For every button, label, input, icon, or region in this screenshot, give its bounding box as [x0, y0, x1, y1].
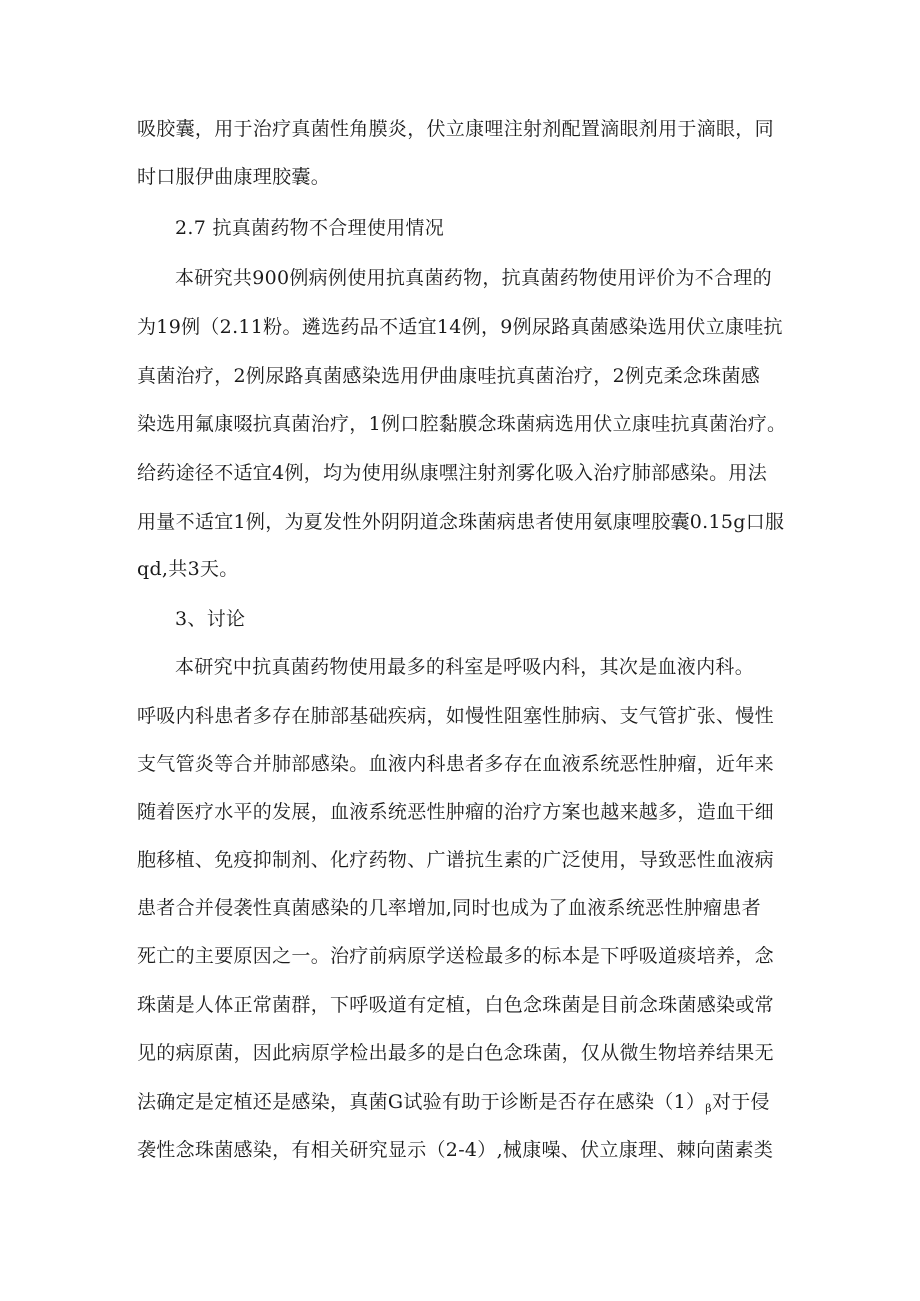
paragraph-line: qd,共3天。 — [137, 558, 239, 580]
paragraph-line: 支气管炎等合并肺部感染。血液内科患者多存在血液系统恶性肿瘤，近年来 — [137, 753, 774, 775]
paragraph-line: 为19例（2.11粉。遴选药品不适宜14例，9例尿路真菌感染选用伏立康哇抗 — [137, 316, 783, 338]
paragraph-line: 给药途径不适宜4例，均为使用纵康嘿注射剂雾化吸入治疗肺部感染。用法 — [137, 462, 767, 484]
paragraph-line: 染选用氟康啜抗真菌治疗，1例口腔黏膜念珠菌病选用伏立康哇抗真菌治疗。 — [137, 413, 787, 435]
section-heading-2-7: 2.7 抗真菌药物不合理使用情况 — [175, 217, 445, 239]
paragraph-line: 吸胶囊，用于治疗真菌性角膜炎，伏立康哩注射剂配置滴眼剂用于滴眼，同 — [137, 118, 774, 140]
paragraph-line: 袭性念珠菌感染，有相关研究显示（2-4）,械康噪、伏立康理、棘向菌素类 — [137, 1139, 774, 1161]
paragraph-line: 呼吸内科患者多存在肺部基础疾病，如慢性阻塞性肺病、支气管扩张、慢性 — [137, 705, 774, 727]
paragraph-text: 对于侵 — [711, 1091, 770, 1113]
paragraph-line: 本研究中抗真菌药物使用最多的科室是呼吸内科，其次是血液内科。 — [175, 656, 755, 678]
paragraph-line: 本研究共900例病例使用抗真菌药物，抗真菌药物使用评价为不合理的 — [175, 267, 772, 289]
paragraph-line-with-citation — [137, 1090, 770, 1121]
paragraph-line: 患者合并侵袭性真菌感染的几率增加,同时也成为了血液系统恶性肿瘤患者 — [137, 897, 761, 919]
paragraph-line: 见的病原菌，因此病原学检出最多的是白色念珠菌，仅从微生物培养结果无 — [137, 1042, 774, 1064]
paragraph-line: 胞移植、免疫抑制剂、化疗药物、广谱抗生素的广泛使用，导致恶性血液病 — [137, 849, 774, 871]
paragraph-line: 珠菌是人体正常菌群，下呼吸道有定植，白色念珠菌是目前念珠菌感染或常 — [137, 994, 774, 1016]
beta-subscript: β — [705, 1102, 712, 1115]
paragraph-text: 法确定是定植还是感染，真菌G试验有助于诊断是否存在感染（1） — [137, 1091, 706, 1113]
paragraph-line: 真菌治疗，2例尿路真菌感染选用伊曲康哇抗真菌治疗，2例克柔念珠菌感 — [137, 365, 761, 387]
paragraph-line: 时口服伊曲康理胶囊。 — [137, 166, 331, 188]
paragraph-line: 死亡的主要原因之一。治疗前病原学送检最多的标本是下呼吸道痰培养，念 — [137, 945, 774, 967]
section-heading-3: 3、讨论 — [175, 608, 246, 630]
paragraph-line: 随着医疗水平的发展，血液系统恶性肿瘤的治疗方案也越来越多，造血干细 — [137, 801, 774, 823]
paragraph-line: 用量不适宜1例，为夏发性外阴阴道念珠菌病患者使用氨康哩胶囊0.15g口服 — [137, 511, 785, 533]
